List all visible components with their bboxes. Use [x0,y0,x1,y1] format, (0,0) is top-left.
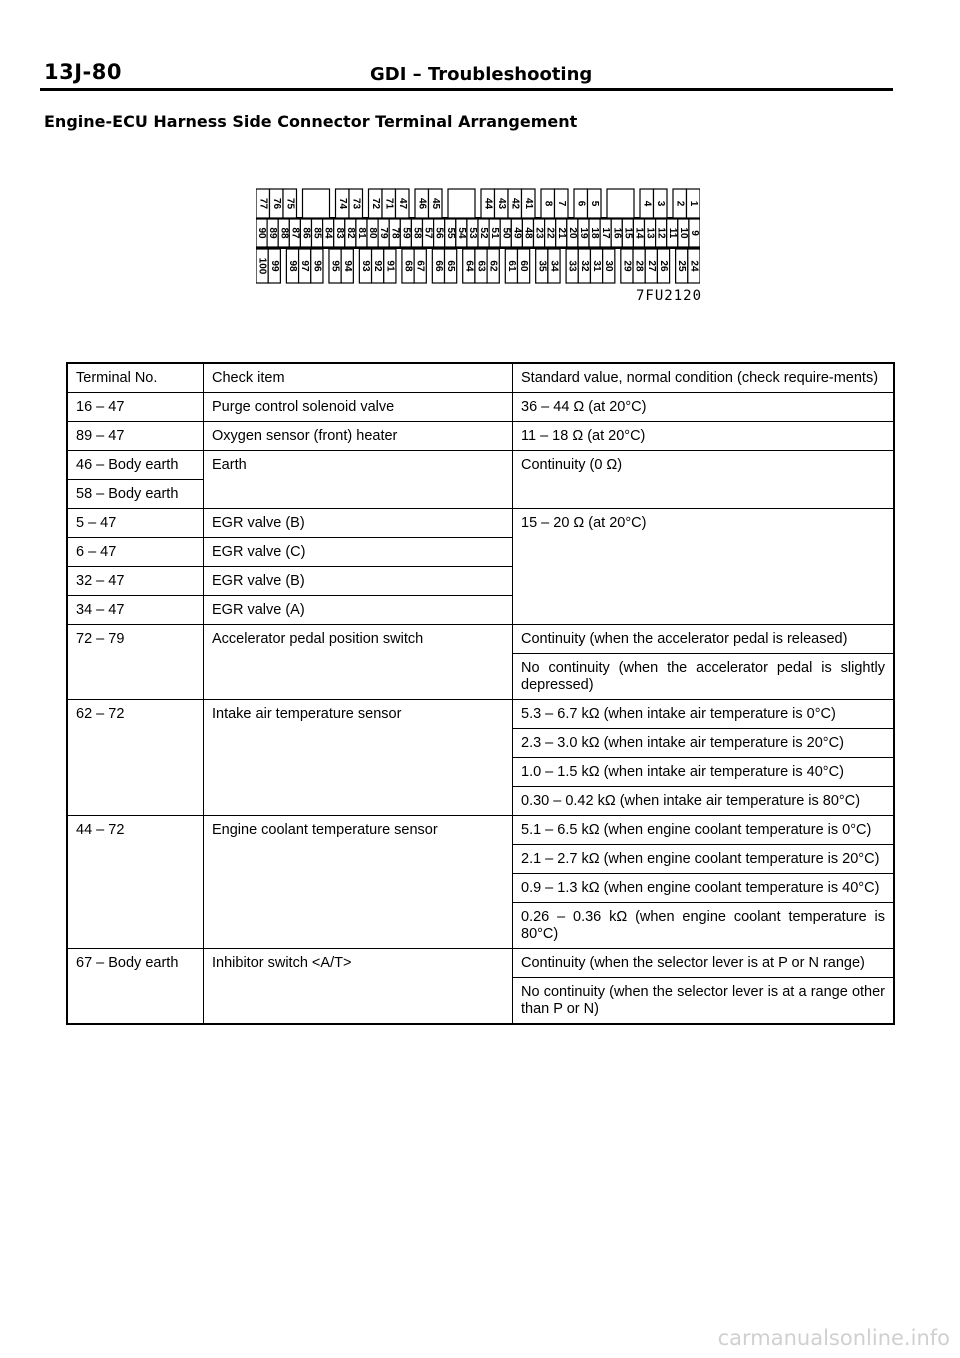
terminal-cell: 32 – 47 [67,567,204,596]
footer-watermark: carmanualsonline.info [717,1326,950,1350]
check-item-cell: EGR valve (A) [204,596,513,625]
connector-pin-bottom [621,249,633,283]
connector-pin-bottom [517,249,529,283]
svg-text:85: 85 [311,227,323,239]
connector-pin-middle [389,219,400,247]
standard-value-cell: 1.0 – 1.5 kΩ (when intake air temperature is 40°C) [513,758,895,787]
svg-text:48: 48 [522,227,534,239]
connector-pin-top [396,189,410,218]
svg-text:53: 53 [466,227,478,239]
connector-pin-middle [345,219,356,247]
connector-pin-bottom [329,249,341,283]
table-row [67,949,894,978]
svg-text:52: 52 [478,227,490,239]
svg-text:30: 30 [603,260,615,272]
connector-pin-middle [467,219,478,247]
svg-text:29: 29 [621,260,633,272]
svg-text:49: 49 [511,227,523,239]
connector-pin-middle [456,219,467,247]
connector-pin-bottom [286,249,298,283]
connector-pin-middle [400,219,411,247]
svg-text:23: 23 [533,227,545,239]
terminal-cell: 89 – 47 [67,422,204,451]
connector-pin-top [654,189,668,218]
check-item-cell: EGR valve (B) [204,509,513,538]
svg-text:18: 18 [589,227,601,239]
connector-pin-bottom [402,249,414,283]
check-item-cell: Oxygen sensor (front) heater [204,422,513,451]
svg-text:84: 84 [322,227,334,239]
connector-pin-top [369,189,383,218]
svg-text:35: 35 [536,260,548,272]
connector-pin-middle [567,219,578,247]
svg-text:27: 27 [645,260,657,272]
connector-pin-middle [545,219,556,247]
svg-text:91: 91 [384,260,396,272]
connector-pin-middle [367,219,378,247]
svg-text:90: 90 [256,227,268,239]
connector-pin-middle [423,219,434,247]
standard-value-cell: 15 – 20 Ω (at 20°C) [513,509,895,625]
svg-text:88: 88 [278,227,290,239]
svg-text:6: 6 [575,200,587,207]
table-row [67,758,894,787]
connector-pin-top [522,189,536,218]
connector-pin-middle [534,219,545,247]
table-row [67,654,894,700]
terminal-cell: 5 – 47 [67,509,204,538]
table-row [67,422,894,451]
check-item-cell: Engine coolant temperature sensor [204,816,513,845]
connector-pin-middle [522,219,533,247]
connector-pin-top [481,189,495,218]
table-row [67,700,894,729]
svg-text:19: 19 [577,227,589,239]
connector-pin-bottom [372,249,384,283]
standard-value-cell: 2.3 – 3.0 kΩ (when intake air temperature is 20°C) [513,729,895,758]
connector-pin-middle [667,219,678,247]
connector-pin-middle [411,219,422,247]
svg-text:56: 56 [433,227,445,239]
terminal-cell: 16 – 47 [67,393,204,422]
table-row [67,816,894,845]
check-item-cell-empty [204,903,513,949]
svg-text:21: 21 [555,227,567,239]
svg-text:2: 2 [674,200,686,207]
svg-text:82: 82 [344,227,356,239]
check-item-cell: EGR valve (B) [204,567,513,596]
check-item-cell-empty [204,874,513,903]
header-check-item: Check item [204,363,513,393]
connector-pin-middle [489,219,500,247]
svg-text:5: 5 [588,200,600,207]
terminal-cell: 44 – 72 [67,816,204,845]
connector-pin-middle [578,219,589,247]
svg-text:64: 64 [463,260,475,272]
connector-pin-bottom [311,249,323,283]
svg-text:63: 63 [475,260,487,272]
connector-empty-slot [607,189,634,218]
connector-pin-top [673,189,687,218]
standard-value-cell: Continuity (when the accelerator pedal is released) [513,625,895,654]
connector-pin-middle [478,219,489,247]
connector-pin-bottom [548,249,560,283]
connector-pin-bottom [633,249,645,283]
standard-value-cell: Continuity (when the selector lever is at P or N range) [513,949,895,978]
svg-text:80: 80 [367,227,379,239]
svg-text:51: 51 [489,227,501,239]
svg-text:73: 73 [350,197,362,210]
connector-pin-middle [556,219,567,247]
standard-value-cell: 5.1 – 6.5 kΩ (when engine coolant temperature is 0°C) [513,816,895,845]
connector-pin-middle [689,219,700,247]
connector-diagram [256,188,700,286]
svg-text:43: 43 [495,197,507,210]
connector-pin-bottom [359,249,371,283]
svg-text:44: 44 [482,197,494,210]
svg-text:57: 57 [422,227,434,239]
connector-pin-bottom [445,249,457,283]
svg-text:26: 26 [658,260,670,272]
connector-pin-top [429,189,443,218]
standard-value-cell: 5.3 – 6.7 kΩ (when intake air temperature is 0°C) [513,700,895,729]
connector-pin-top [574,189,588,218]
figure-code: 7FU2120 [636,288,703,304]
check-item-cell: Purge control solenoid valve [204,393,513,422]
connector-pin-bottom [578,249,590,283]
svg-text:46: 46 [416,197,428,210]
connector-pin-bottom [645,249,657,283]
header-rule [40,88,893,91]
svg-text:9: 9 [688,230,700,236]
svg-text:61: 61 [505,260,517,272]
table-row [67,729,894,758]
connector-pin-bottom [566,249,578,283]
check-item-cell: Inhibitor switch <A/T> [204,949,513,978]
svg-text:47: 47 [396,197,408,210]
terminal-cell-empty [67,729,204,758]
svg-text:13: 13 [644,227,656,239]
connector-pin-bottom [299,249,311,283]
connector-empty-slot [303,189,330,218]
connector-pin-top [588,189,602,218]
check-item-cell-empty [204,758,513,787]
svg-text:24: 24 [688,260,700,272]
check-item-cell-empty [204,787,513,816]
check-item-cell: Intake air temperature sensor [204,700,513,729]
svg-text:55: 55 [444,227,456,239]
svg-text:12: 12 [655,227,667,239]
connector-pin-bottom [432,249,444,283]
terminal-cell: 62 – 72 [67,700,204,729]
svg-text:17: 17 [600,227,612,239]
connector-pin-middle [611,219,622,247]
svg-text:94: 94 [341,260,353,272]
terminal-cell-empty [67,654,204,700]
connector-pin-middle [511,219,522,247]
svg-text:75: 75 [284,197,296,210]
connector-pin-bottom [676,249,688,283]
connector-pin-top [555,189,569,218]
svg-text:83: 83 [333,227,345,239]
connector-pin-middle [645,219,656,247]
standard-value-cell: 0.30 – 0.42 kΩ (when intake air temperature is 80°C) [513,787,895,816]
svg-text:89: 89 [267,227,279,239]
connector-pin-bottom [657,249,669,283]
svg-text:93: 93 [359,260,371,272]
svg-text:81: 81 [355,227,367,239]
svg-text:77: 77 [257,197,269,210]
connector-pin-bottom [590,249,602,283]
connector-pin-bottom [603,249,615,283]
svg-text:3: 3 [654,200,666,207]
terminal-cell: 58 – Body earth [67,480,204,509]
svg-text:59: 59 [400,227,412,239]
standard-value-cell: 2.1 – 2.7 kΩ (when engine coolant temperature is 20°C) [513,845,895,874]
svg-text:41: 41 [522,197,534,210]
header-standard-value: Standard value, normal condition (check require-ments) [513,363,895,393]
check-item-cell: Earth [204,451,513,509]
svg-text:60: 60 [518,260,530,272]
svg-text:25: 25 [676,260,688,272]
table-row [67,903,894,949]
connector-pin-middle [278,219,289,247]
svg-text:87: 87 [289,227,301,239]
connector-pin-top [349,189,363,218]
connector-pin-middle [323,219,334,247]
svg-text:20: 20 [566,227,578,239]
table-row [67,787,894,816]
svg-text:86: 86 [300,227,312,239]
svg-text:97: 97 [299,260,311,272]
standard-value-cell: 36 – 44 Ω (at 20°C) [513,393,895,422]
standard-value-cell: Continuity (0 Ω) [513,451,895,509]
svg-text:98: 98 [286,260,298,272]
svg-text:34: 34 [548,260,560,272]
connector-pin-top [283,189,297,218]
table-row [67,874,894,903]
connector-pin-top [687,189,701,218]
connector-pin-bottom [256,249,268,283]
check-item-cell-empty [204,978,513,1025]
connector-pin-top [270,189,284,218]
svg-text:100: 100 [256,257,268,275]
connector-pin-bottom [463,249,475,283]
svg-text:65: 65 [445,260,457,272]
svg-text:11: 11 [666,227,678,239]
connector-pin-middle [678,219,689,247]
connector-pin-bottom [414,249,426,283]
standard-value-cell: 0.26 – 0.36 kΩ (when engine coolant temperature is 80°C) [513,903,895,949]
connector-pin-middle [312,219,323,247]
standard-value-cell: No continuity (when the selector lever is at a range other than P or N) [513,978,895,1025]
svg-text:10: 10 [677,227,689,239]
connector-pin-middle [300,219,311,247]
svg-text:45: 45 [429,197,441,210]
terminal-cell: 72 – 79 [67,625,204,654]
connector-pin-bottom [505,249,517,283]
check-item-cell-empty [204,845,513,874]
terminal-cell-empty [67,845,204,874]
connector-pin-bottom [341,249,353,283]
check-item-cell: Accelerator pedal position switch [204,625,513,654]
check-item-cell-empty [204,729,513,758]
connector-pin-bottom [384,249,396,283]
svg-text:31: 31 [591,260,603,272]
connector-pin-middle [445,219,456,247]
page-header [0,0,960,92]
svg-text:32: 32 [578,260,590,272]
connector-pin-top [508,189,522,218]
connector-pin-bottom [487,249,499,283]
svg-text:14: 14 [633,227,645,239]
terminal-cell: 67 – Body earth [67,949,204,978]
svg-text:71: 71 [383,197,395,210]
terminal-cell-empty [67,874,204,903]
connector-pin-middle [334,219,345,247]
check-item-cell: EGR valve (C) [204,538,513,567]
svg-text:1: 1 [687,200,699,207]
connector-pin-top [336,189,350,218]
connector-pin-top [256,189,270,218]
table-row [67,509,894,538]
terminal-cell: 6 – 47 [67,538,204,567]
connector-pin-middle [256,219,267,247]
connector-pin-bottom [688,249,700,283]
svg-text:79: 79 [378,227,390,239]
svg-text:68: 68 [402,260,414,272]
svg-text:7: 7 [555,200,567,207]
page-subtitle: Engine-ECU Harness Side Connector Terminal Arrangement [44,112,578,131]
connector-pin-top [640,189,654,218]
connector-pin-middle [656,219,667,247]
connector-pin-middle [378,219,389,247]
svg-text:50: 50 [500,227,512,239]
standard-value-cell: No continuity (when the accelerator pedal is slightly depressed) [513,654,895,700]
connector-pin-top [495,189,509,218]
svg-text:33: 33 [566,260,578,272]
svg-text:8: 8 [542,200,554,207]
svg-text:66: 66 [432,260,444,272]
svg-text:72: 72 [369,197,381,210]
table-row [67,451,894,480]
table-header-row [67,363,894,393]
connector-pin-middle [600,219,611,247]
section-title: GDI – Troubleshooting [370,64,593,85]
svg-text:76: 76 [270,197,282,210]
terminal-cell-empty [67,978,204,1025]
connector-pin-middle [622,219,633,247]
connector-pin-bottom [536,249,548,283]
svg-text:54: 54 [455,227,467,239]
terminal-check-table [66,362,895,1025]
check-item-cell-empty [204,654,513,700]
connector-pin-bottom [475,249,487,283]
svg-text:78: 78 [389,227,401,239]
standard-value-cell: 11 – 18 Ω (at 20°C) [513,422,895,451]
connector-pin-middle [633,219,644,247]
connector-pin-top [415,189,429,218]
svg-text:42: 42 [509,197,521,210]
svg-text:16: 16 [611,227,623,239]
svg-text:4: 4 [641,200,653,207]
svg-text:28: 28 [633,260,645,272]
svg-text:62: 62 [487,260,499,272]
terminal-cell-empty [67,903,204,949]
connector-pin-middle [589,219,600,247]
connector-pin-middle [356,219,367,247]
connector-pin-top [382,189,396,218]
svg-text:92: 92 [372,260,384,272]
svg-text:74: 74 [336,197,348,210]
table-row [67,625,894,654]
svg-text:67: 67 [414,260,426,272]
connector-empty-slot [448,189,475,218]
connector-pin-middle [289,219,300,247]
svg-text:15: 15 [622,227,634,239]
table-row [67,845,894,874]
table-row [67,978,894,1025]
svg-text:96: 96 [311,260,323,272]
svg-text:95: 95 [329,260,341,272]
svg-text:22: 22 [544,227,556,239]
connector-pin-bottom [268,249,280,283]
standard-value-cell: 0.9 – 1.3 kΩ (when engine coolant temperature is 40°C) [513,874,895,903]
svg-text:99: 99 [268,260,280,272]
svg-text:58: 58 [411,227,423,239]
terminal-cell: 46 – Body earth [67,451,204,480]
terminal-cell: 34 – 47 [67,596,204,625]
header-terminal: Terminal No. [67,363,204,393]
connector-pin-middle [500,219,511,247]
page-number: 13J-80 [44,60,122,84]
connector-pin-top [541,189,555,218]
table-row [67,393,894,422]
terminal-cell-empty [67,787,204,816]
connector-pin-middle [434,219,445,247]
terminal-cell-empty [67,758,204,787]
connector-pin-middle [267,219,278,247]
